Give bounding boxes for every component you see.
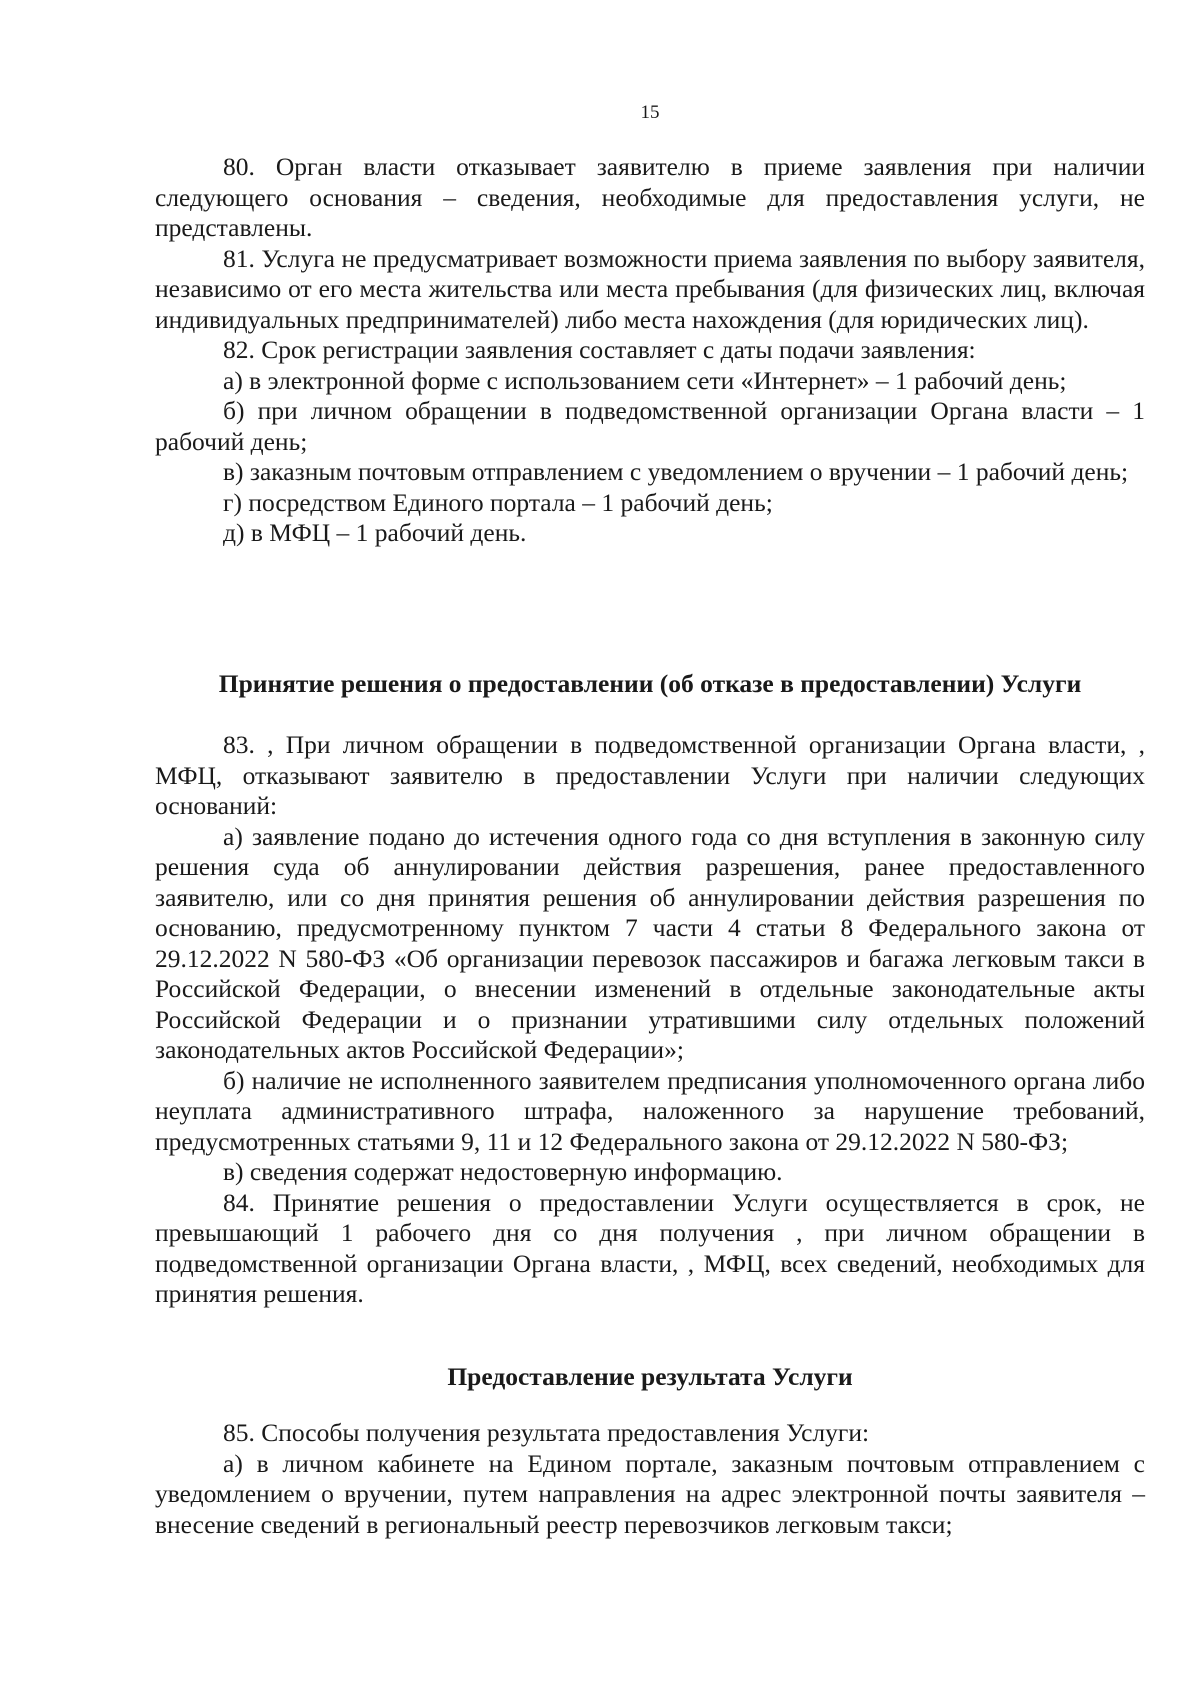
- page-number: 15: [640, 102, 660, 123]
- paragraph-84: 84. Принятие решения о предоставлении Услуги осуществляется в срок, не превышающий 1 рабочего дня со дня получения , при личном обращении в подведомственной организации Органа власти, , МФЦ, всех сведений, необходимых для принятия решения.: [155, 1187, 1145, 1308]
- paragraph-83-a: а) заявление подано до истечения одного года со дня вступления в законную силу решения суда об аннулировании действия разрешения, ранее предоставленного заявителю, или со дня принятия решения об аннулировании действия разрешения по основанию, предусмотренному пунктом 7 части 4 статьи 8 Федерального закона от 29.12.2022 N 580-ФЗ «Об организации перевозок пассажиров и багажа легковым такси в Российской Федерации, о внесении изменений в отдельные законодательные акты Российской Федерации и о признании утратившими силу отдельных положений законодательных актов Российской Федерации»;: [155, 821, 1145, 1064]
- paragraph-83: 83. , При личном обращении в подведомственной организации Органа власти, , МФЦ, отказывают заявителю в предоставлении Услуги при наличии следующих оснований:: [155, 730, 1145, 820]
- paragraph-81: 81. Услуга не предусматривает возможности приема заявления по выбору заявителя, независимо от его места жительства или места пребывания (для физических лиц, включая индивидуальных предпринимателей) либо места нахождения (для юридических лиц).: [155, 243, 1145, 334]
- paragraph-82: 82. Срок регистрации заявления составляет с даты подачи заявления:: [223, 335, 976, 364]
- paragraph-83-b: б) наличие не исполненного заявителем предписания уполномоченного органа либо неуплата административного штрафа, наложенного за нарушение требований, предусмотренных статьями 9, 11 и 12 Федерального закона от 29.12.2022 N 580-ФЗ;: [155, 1065, 1145, 1156]
- paragraph-82-v: в) заказным почтовым отправлением с уведомлением о вручении – 1 рабочий день;: [223, 457, 1129, 486]
- paragraph-82-d: д) в МФЦ – 1 рабочий день.: [223, 518, 527, 547]
- section-result: [155, 1418, 1145, 1540]
- paragraph-82-a: а) в электронной форме с использованием сети «Интернет» – 1 рабочий день;: [223, 365, 1067, 395]
- paragraph-83-v: в) сведения содержат недостоверную информацию.: [223, 1157, 783, 1186]
- section-registration: [155, 152, 1145, 549]
- paragraph-80: 80. Орган власти отказывает заявителю в приеме заявления при наличии следующего основания – сведения, необходимые для предоставления услуги, не представлены.: [155, 152, 1145, 242]
- section-heading-result: Предоставление результата Услуги: [447, 1362, 853, 1391]
- paragraph-82-b: б) при личном обращении в подведомственной организации Органа власти – 1 рабочий день;: [155, 396, 1145, 456]
- paragraph-82-g: г) посредством Единого портала – 1 рабочий день;: [223, 487, 773, 517]
- paragraph-85-a: а) в личном кабинете на Едином портале, заказным почтовым отправлением с уведомлением о вручении, путем направления на адрес электронной почты заявителя – внесение сведений в региональный реестр перевозчиков легковым такси;: [155, 1448, 1145, 1539]
- section-heading-decision: Принятие решения о предоставлении (об отказе в предоставлении) Услуги: [218, 669, 1082, 698]
- section-decision: [155, 730, 1145, 1310]
- paragraph-85: 85. Способы получения результата предоставления Услуги:: [223, 1418, 870, 1447]
